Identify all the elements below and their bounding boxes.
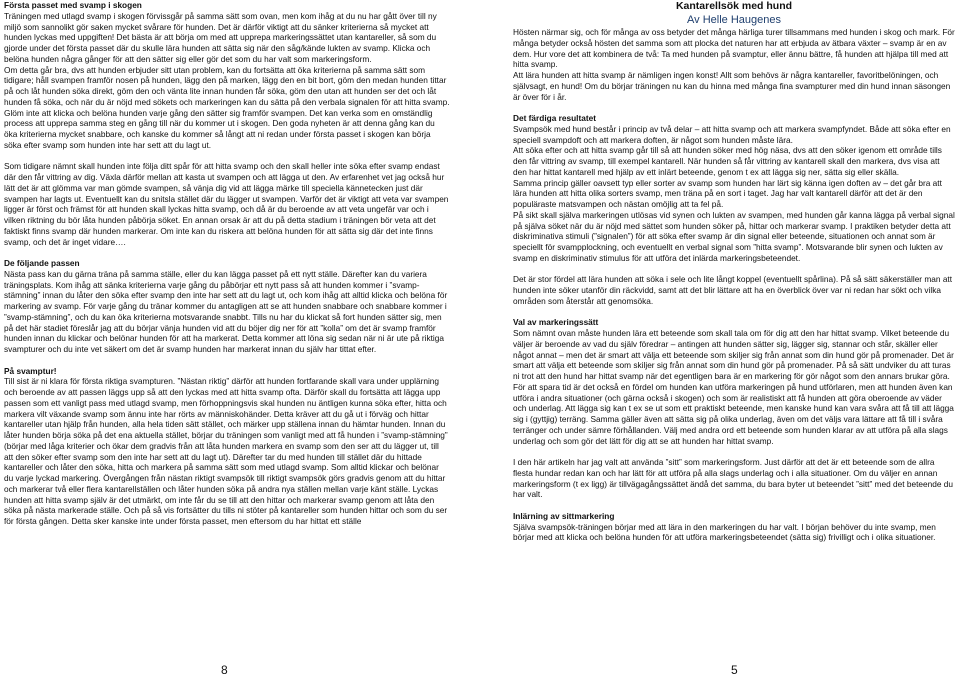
paragraph-gap: [513, 307, 955, 318]
article-title: Kantarellsök med hund: [675, 0, 793, 12]
paragraph-gap: [513, 264, 955, 275]
result-paragraph-4: På sikt skall själva markeringen utlösas vid synen och lukten av svampen, med hunden går kanna lägga på verbal signal på själva söket när du är nöjd med sättet som hunden söker på, hittar och markerar svamp. I praktiken betyder detta att diskriminativa stimuli (”signalen”) för att söka efter svamp är din signal eller beteende, situationen och annat som är speciellt för svampplockning, och eventuellt en verbal signal som ”hitta svamp”. Motsvarande blir synen och lukten av svamp en diskriminativ stimulus för att utföra det inlärda markeringsbeteendet.: [513, 209, 955, 263]
paragraph-gap: [513, 102, 955, 113]
paragraph-gap: [513, 446, 955, 457]
mushroom-tour-text: Till sist är ni klara för första riktiga svampturen. ”Nästan riktig” därför att hunden fortfarande skall vara under upplärning och beroende av att passen läggs upp så att den lyckas med att hitta svamp ofta. Därför skall du fortsätta att lägga upp passen som ett vanligt pass med utlagd svamp, men förhoppningsvis skal hunden nu äntligen kunna söka efter, hitta och markera vilt växande svamp som ännu inte har rörts av människohänder. Detta kräver att du gå ut i förväg och hittar kantareller utan hjälp från hunden, alla hela tiden sätt stället, och märker upp ställena innan du hämtar hunden. Innan du låter hunden börja söka på det ena aktuella stället, börjar du träningen som vanligt med att få hunden i ”svamp-stämning” (börjar med låga kriterier och ökar dem gradvis från att låta hunden markera en svamp som den ser att du lägger ut, till att den söker efter svamp som den inte har sett att du lagt ut). Därefter tar du med hunden till stället där du hittade kantareller och låter den söka, hitta och markera på samma sätt som med utlagd svamp. Som alltid klickar och belönar du varje lyckad markering. Övergången från nästan riktigt svampsök till riktigt svampsök görs gradvis genom att du hittar och markerar två eller flera kantarellställen och låter hunden söka på andra nya ställen mellan varje känt ställe. Lyckas hunden att hitta svamp själv är det utmärkt, om inte får du se till att den hittar och markerar svamp genom att låta den söka på nästa markerade ställe. Och på så vis fortsätter du tills ni stöter på kantareller som hunden hittar och som du ser för första gången. Detta sker kanske inte under första passet, men eftersom du har hittat ett ställe: [4, 376, 448, 526]
left-page-number: 8: [221, 663, 228, 677]
marking-choice-paragraph-1: Som nämnt ovan måste hunden lära ett beteende som skall tala om för dig att den har hittat svamp. Vilket beteende du väljer är beroende av vad du själv föredrar – antingen att hunden sätter sig, lägger sig, stannar och står, skäller eller något annat – men det är smart att välja ett beteende som skiljer sig från annat som din hund gör på promenader. Det är smart att välja ett beteende som skiljer sig från annat som din hund gör på promenader. På så sätt undviker du att turas ni trot att den hund har hittat svamp när det egentligen bara är en markering för gör något som den annars brukar göra. För att spara tid är det också en fördel om hunden kan utföra markeringen på hund utförlaren, men att hunden även kan utföra i andra situationer (och gärna också i skogen) och som är realistiskt att få hunden att göra oberoende av väder och underlag. Att lägga sig kan t ex se ut som ett praktiskt beteende, men kanske hund kan vara svåra att få till att lägga sig i (gyttjig) terräng. Samma gäller även att sätta sig på olika underlag, även om det väljs vara lättare att få till i svåra terränger och under sämre förhållanden. Välj med andra ord ett beteende som hunden klarar av att utföra på alla slags underlag och som gör det lätt för dig att se att hunden har hittat svamp.: [513, 328, 954, 446]
marking-choice-title: Val av markeringssätt: [513, 317, 599, 328]
first-session-paragraph-3: Som tidigare nämnt skall hunden inte följa ditt spår för att hitta svamp och den skall heller inte söka efter svamp endast där den får vittring av dig. Växla därför mellan att kasta ut svampen och att lägga ut den. Av erfarenhet vet jag också hur lätt det är att glömma var man gömde svampen, så vänja dig vid att lägga märke till speciella kännetecken just där svampen har lagts ut. Eventuellt kan du snitsla stället där du lägger ut svampen. Varför det är viktigt att veta var svampen ligger är först och främst för att hunden skall lyckas hitta svamp, och då är du beroende av att veta ungefär var och i vilken riktning du bör låta hunden påbörja söket. En annan orsak är att du på detta stadium i träningen bör veta att det faktiskt finns svamp där hunden markerar. Om inte kan du riskera att belöna hunden för att sätta sig där det inte finns svamp, och det är inget vidare….: [4, 161, 449, 247]
right-page-number: 5: [731, 663, 738, 677]
intro-paragraph-1: Hösten närmar sig, och för många av oss betyder det många härliga turer tillsammans med hunden i skog och mark. För många betyder också hösten det samma som att plocka det naturen har att erbjuda av ätbara växter – svamp är en av dem. Hur vore det att kombinera de två: Ta med hunden på svamptur, eller ännu bättre, få hunden att hjälpa till med att hitta svamp.: [513, 27, 955, 70]
paragraph-gap: [4, 355, 450, 366]
sit-marking-text: Själva svampsök-träningen börjar med att lära in den markeringen du har valt. I början behöver du inte svamp, men börjar med att klicka och belöna hunden för att utföra markeringsbeteendet (sätta sig) frivilligt och i olika situationer.: [513, 521, 936, 543]
right-page-column: [513, 0, 955, 543]
following-sessions-title: De följande passen: [4, 258, 80, 268]
following-sessions-text: Nästa pass kan du gärna träna på samma ställe, eller du kan lägga passet på ett nytt ställe. Därefter kan du variera träningsplats. Kom ihåg att sänka kriterierna varje gång du påbörjar ett nytt pass så att hunden kommer i ”svamp-stämning” innan du låter den söka efter svamp den inte har sett att du lagt ut, och kom ihåg att alltid klicka och belöna för markering av svamp. För varje gång du tränar kommer du antagligen att se att hunden snabbare och snabbare kommer i ”svamp-stämning”, och du kan öka kriterierna motsvarande snabbt. Tills nu har du klickat så fort hunden sätter sig, men på det här stadiet föreslår jag att du börjar vänja hunden vid att du böjer dig ner för att ”kolla” om det är svamp framför hunden innan du klickar och belönar hunden för att ha markerat. Detta kommer att löna sig sedan när ni är ute på riktiga svampturer och du inte vet säkert om det är svamp hunden har markerat innan du själv har tittat efter.: [4, 268, 448, 354]
first-session-paragraph-2: Om detta går bra, dvs att hunden erbjuder sitt utan problem, kan du fortsätta att öka kriterierna på samma sätt som tidigare; håll svampen framför nosen på hunden, lägg den på marken, lägg den en bit bort, göm den medan hunden tittar på och låt hunden söka direkt, göm den och vänta lite innan hunden får söka, göm den utan att hunden ser det och låt hunden få söka, och när du är nöjd med sökets och markeringen kan du sätta på den verbala signalen för att hitta svamp. Glöm inte att klicka och belöna hunden varje gång den sätter sig framför svampen. Det kan verka som en omständlig process att upprepa samma steg en gång till när du kommer ut i skogen. Den goda nyheten är att denna gång kan du öka kriterierna mycket snabbare, och kanske du kommer så långt att ni redan under första passet i skogen kan börja söka efter svamp som hunden inte har sett att du lagt ut.: [4, 64, 450, 150]
paragraph-gap: [4, 151, 450, 162]
paragraph-gap: [4, 247, 450, 258]
intro-paragraph-2: Att lära hunden att hitta svamp är nämligen ingen konst! Allt som behövs är några kantareller, favoritbelöningen, och självsagt, en hund! Om du börjar träningen nu kan du hinna med många fina svampturer med din hund innan säsongen är över för i år.: [513, 70, 951, 102]
result-paragraph-2: Att söka efter och att hitta svamp går till så att hunden söker med hög näsa, dvs att den söker igenom ett område tills den får vittring av svamp, till exempel kantarell. När hunden så får vittring av kantarell skall den markera, dvs visa att den har hittat kantarell med hjälp av ett inlärt beteende, genom t ex att lägga sig ner, sätta sig eller skälla.: [513, 145, 942, 177]
left-page-column: [4, 0, 450, 527]
mushroom-tour-title: På svamptur!: [4, 365, 57, 376]
first-session-paragraph-1: Träningen med utlagd svamp i skogen förvissgår på samma sätt som ovan, men kom ihåg at du nu har gått över till ny miljö som sannolikt gör saken mycket svårare för hunden. Det är därför viktigt att du sänker kriterierna så mycket att hunden lyckas med uppgiften! Det bästa är att börja om med att upprepa markeringssättet utan kantareller, så som du gjorde under det första passet där du skulle lära hunden att sätta sig när den såg/kände lukten av svamp. Klicka och belöna hunden några gånger för att den sätter sig eller gör det som du har valt som markeringsform.: [4, 10, 437, 64]
result-title: Det färdiga resultatet: [513, 113, 596, 123]
marking-choice-paragraph-2: I den här artikeln har jag valt att använda ”sitt” som markeringsform. Just därför att det är ett beteende som de allra flesta hundar redan kan och har lätt för att utföra på alla slags underlag och i alla situationer. Om du väljer en annan markeringsform (t ex ligg) är tillvägagångssättet ändå det samma, du bara byter ut beteendet ”sitt” med det beteende du har valt.: [513, 457, 953, 500]
result-paragraph-3: Samma princip gäller oavsett typ eller sorter av svamp som hunden har lärt sig känna igen doften av – det går bra att lära hunden att hitta olika sorters svamp, men träna på en sort i taget. Jag har valt kantarell därför att det är den populäraste matsvampen och nästan omöjlig att ta fel på.: [513, 177, 942, 209]
article-author: Av Helle Haugenes: [687, 14, 781, 26]
paragraph-gap: [513, 500, 955, 511]
first-session-title: Första passet med svamp i skogen: [4, 0, 142, 10]
sit-marking-title: Inlärning av sittmarkering: [513, 510, 615, 521]
result-paragraph-5: Det är stor fördel att lära hunden att söka i sele och lite långt koppel (eventuellt spårlina). På så sätt säkerställer man att hunden inte söker utanför din räckvidd, samt att det blir lättare att ha en överblick över var ni redan har sökt och vilka områden som återstår att genomsöka.: [513, 274, 953, 306]
result-paragraph-1: Svampsök med hund består i princip av två delar – att hitta svamp och att markera svampfyndet. Både att söka efter en speciell svampdoft och att markera doften, är något som hunden måste lära.: [513, 123, 951, 145]
